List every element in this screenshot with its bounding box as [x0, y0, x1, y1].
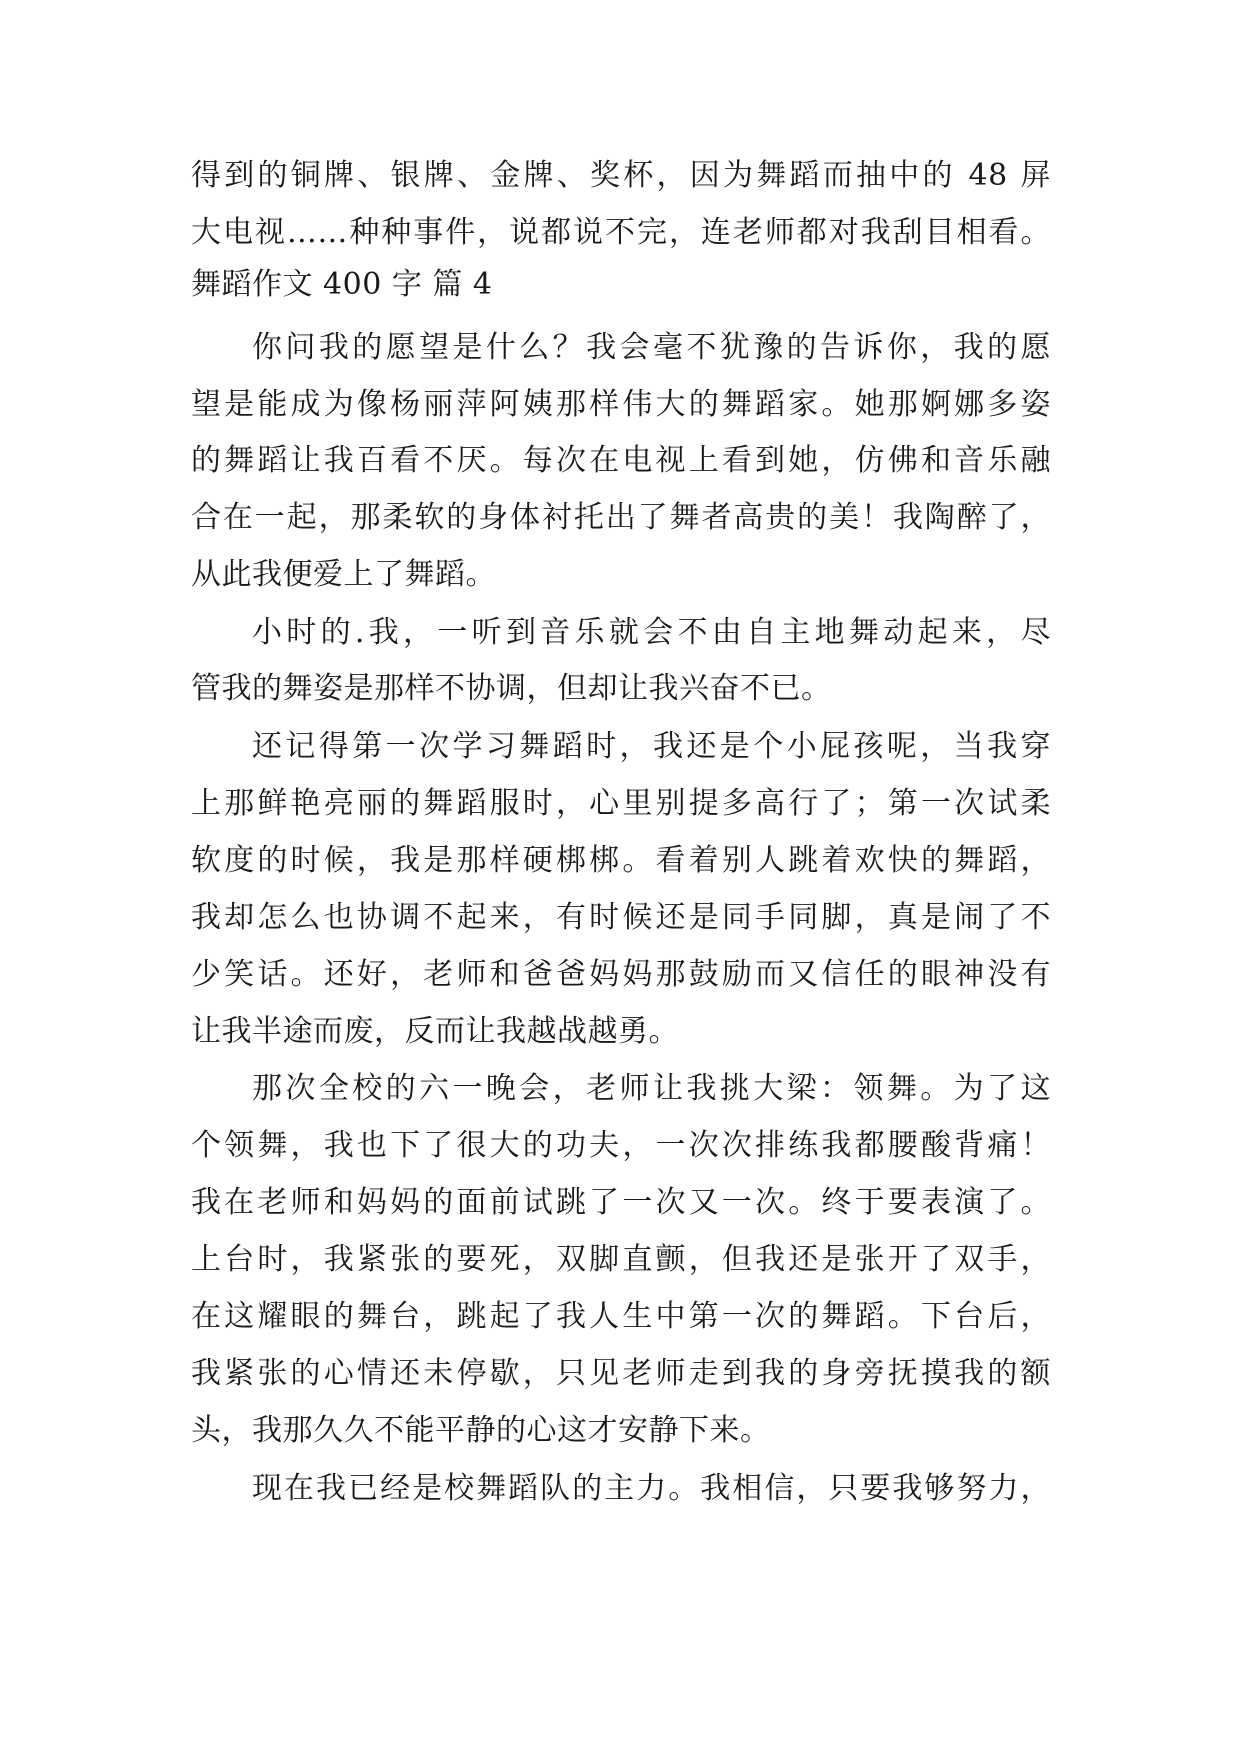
text-line: 我在老师和妈妈的面前试跳了一次又一次。终于要表演了。	[191, 1185, 1051, 1220]
text-line: 管我的舞姿是那样不协调，但却让我兴奋不已。	[191, 671, 832, 706]
text-line: 我紧张的心情还未停歇，只见老师走到我的身旁抚摸我的额	[191, 1356, 1051, 1391]
paragraph-first-line: 现在我已经是校舞蹈队的主力。我相信，只要我够努力，	[252, 1471, 1051, 1506]
section-heading: 舞蹈作文 400 字 篇 4	[191, 267, 493, 302]
text-line: 软度的时候，我是那样硬梆梆。看着别人跳着欢快的舞蹈，	[191, 843, 1051, 878]
text-line: 少笑话。还好，老师和爸爸妈妈那鼓励而又信任的眼神没有	[191, 957, 1051, 992]
text-line: 的舞蹈让我百看不厌。每次在电视上看到她，仿佛和音乐融	[191, 443, 1051, 478]
paragraph-first-line: 小时的.我，一听到音乐就会不由自主地舞动起来，尽	[252, 615, 1051, 650]
text-line: 个领舞，我也下了很大的功夫，一次次排练我都腰酸背痛！	[191, 1128, 1051, 1163]
text-line: 上那鲜艳亮丽的舞蹈服时，心里别提多高行了；第一次试柔	[191, 786, 1051, 821]
paragraph-first-line: 你问我的愿望是什么？我会毫不犹豫的告诉你，我的愿	[252, 330, 1051, 365]
text-line: 大电视……种种事件，说都说不完，连老师都对我刮目相看。	[191, 215, 1051, 250]
text-line: 在这耀眼的舞台，跳起了我人生中第一次的舞蹈。下台后，	[191, 1299, 1051, 1334]
text-line: 从此我便爱上了舞蹈。	[191, 557, 496, 592]
paragraph-first-line: 还记得第一次学习舞蹈时，我还是个小屁孩呢，当我穿	[252, 729, 1051, 764]
text-line: 头，我那久久不能平静的心这才安静下来。	[191, 1413, 771, 1448]
text-line: 望是能成为像杨丽萍阿姨那样伟大的舞蹈家。她那婀娜多姿	[191, 387, 1051, 422]
text-line: 得到的铜牌、银牌、金牌、奖杯，因为舞蹈而抽中的 48 屏	[191, 158, 1051, 193]
text-line: 上台时，我紧张的要死，双脚直颤，但我还是张开了双手，	[191, 1242, 1051, 1277]
paragraph-first-line: 那次全校的六一晚会，老师让我挑大梁：领舞。为了这	[252, 1071, 1051, 1106]
text-line: 我却怎么也协调不起来，有时候还是同手同脚，真是闹了不	[191, 900, 1051, 935]
text-line: 让我半途而废，反而让我越战越勇。	[191, 1014, 679, 1049]
text-line: 合在一起，那柔软的身体衬托出了舞者高贵的美！我陶醉了，	[191, 500, 1051, 535]
